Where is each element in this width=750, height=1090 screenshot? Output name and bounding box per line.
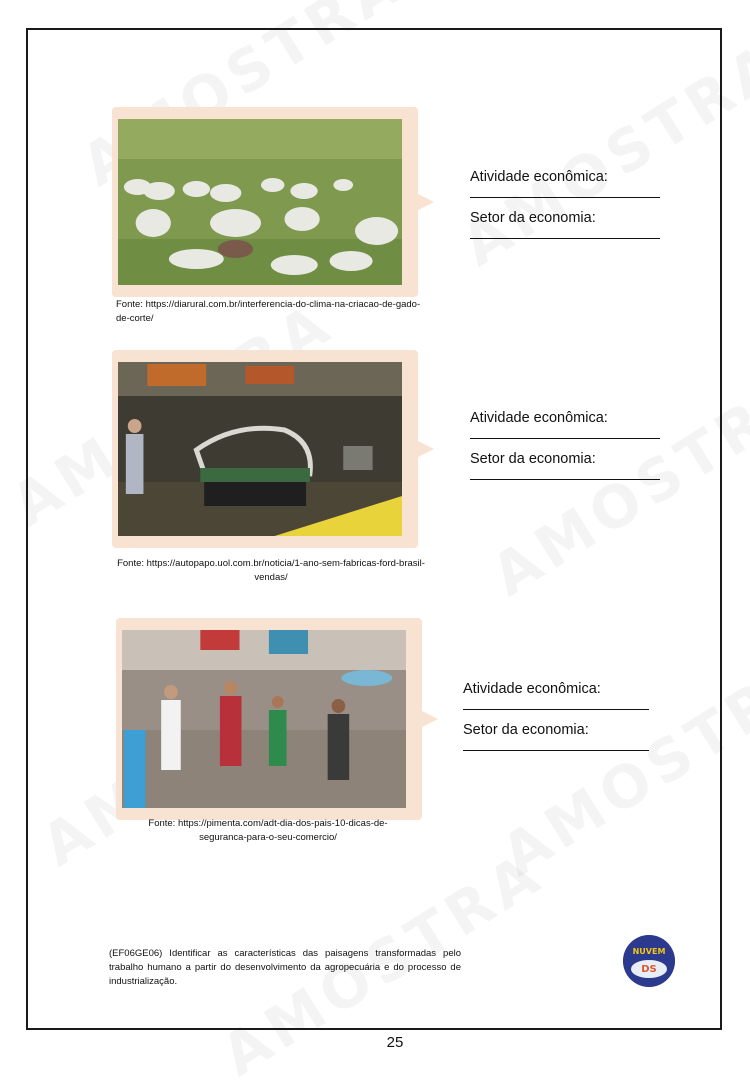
logo-text-bottom: DS (641, 964, 657, 975)
source-caption-1: Fonte: https://diarural.com.br/interferencia-do-clima-na-criacao-de-gado-de-corte/ (116, 299, 421, 324)
activity-label: Atividade econômica: (463, 681, 601, 697)
activity-answer-line[interactable] (463, 699, 649, 710)
image-card-street (116, 618, 422, 820)
sector-answer-line[interactable] (463, 740, 649, 751)
sector-label: Setor da economia: (463, 722, 589, 738)
photo-car-factory (118, 362, 402, 536)
activity-label: Atividade econômica: (470, 169, 608, 185)
sector-label: Setor da economia: (470, 451, 596, 467)
page-number: 25 (386, 1034, 404, 1051)
logo-text-top: NUVEM (632, 947, 666, 956)
sector-label: Setor da economia: (470, 210, 596, 226)
answer-block-3 (463, 681, 649, 763)
sector-answer-line[interactable] (470, 228, 660, 239)
source-caption-2: Fonte: https://autopapo.uol.com.br/noticia/1-ano-sem-fabricas-ford-brasil-vendas/ (117, 558, 425, 583)
answer-block-2 (470, 410, 660, 492)
photo-shopping-street (122, 630, 406, 808)
answer-block-1 (470, 169, 660, 251)
nuvem-logo (623, 935, 675, 987)
image-card-cattle (112, 107, 418, 297)
source-caption-3: Fonte: https://pimenta.com/adt-dia-dos-pais-10-dicas-de-seguranca-para-o-seu-comercio/ (148, 818, 388, 843)
activity-answer-line[interactable] (470, 187, 660, 198)
image-card-factory (112, 350, 418, 548)
activity-label: Atividade econômica: (470, 410, 608, 426)
activity-answer-line[interactable] (470, 428, 660, 439)
sector-answer-line[interactable] (470, 469, 660, 480)
photo-cattle-pasture (118, 119, 402, 285)
bncc-skill-text: (EF06GE06) Identificar as características das paisagens transformadas pelo trabalho humano a partir do desenvolvimento da agropecuária e do processo de industrialização. (109, 948, 461, 987)
